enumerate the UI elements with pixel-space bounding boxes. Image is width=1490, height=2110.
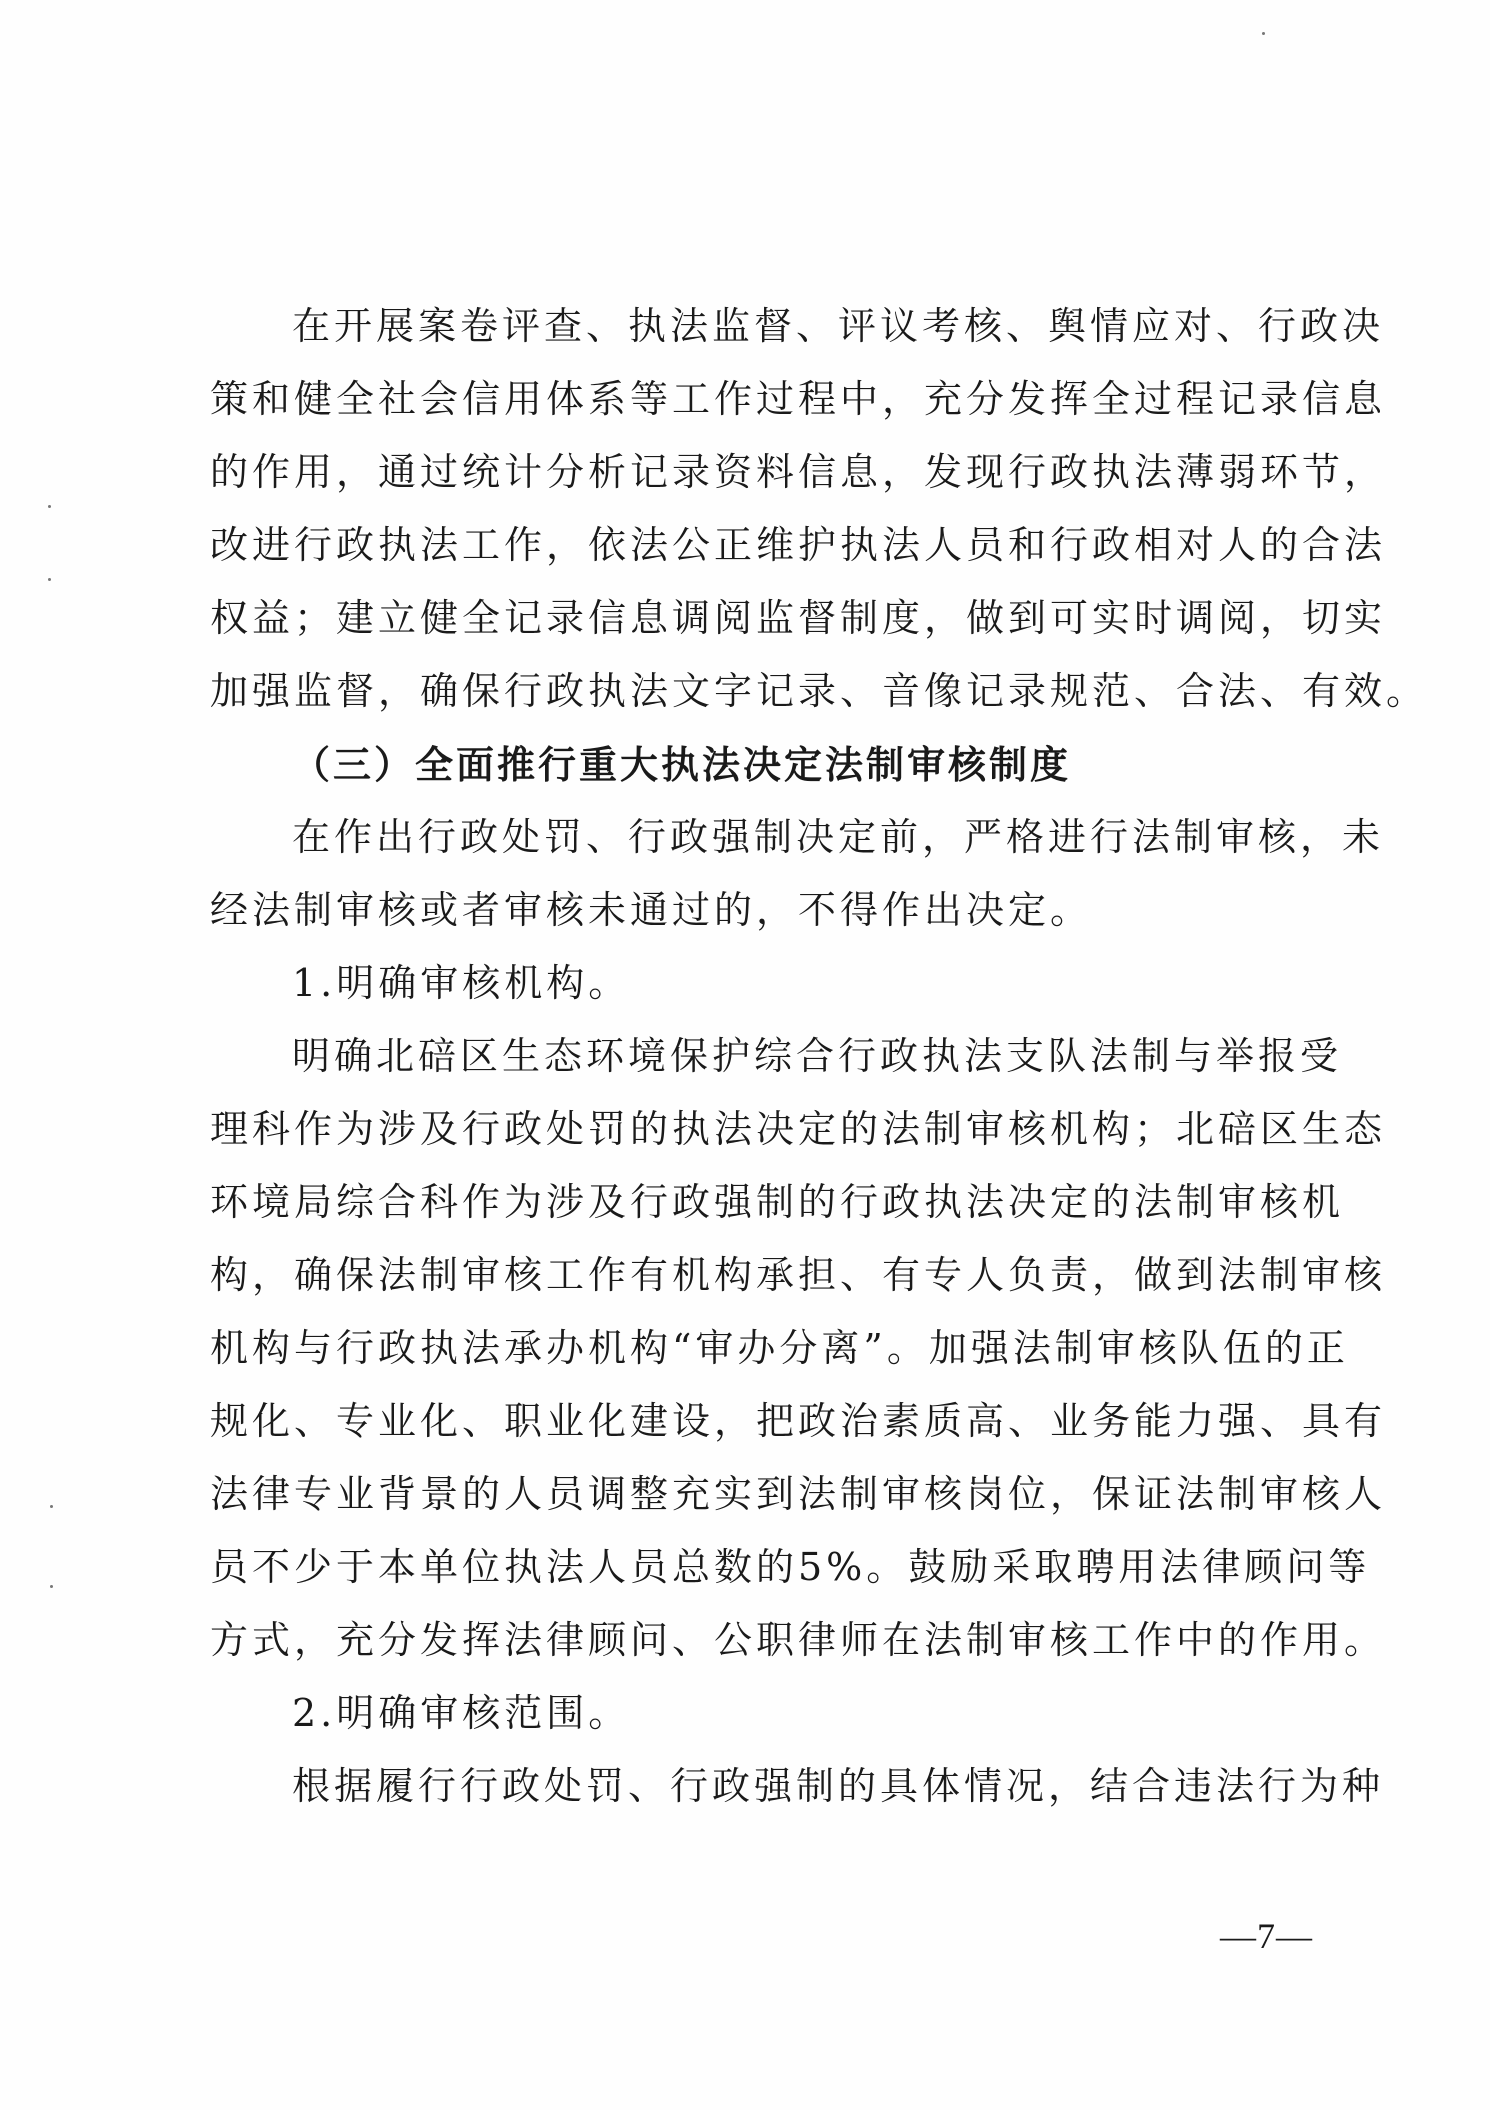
document-body xyxy=(210,290,1429,1823)
paragraph-line: 明确北碚区生态环境保护综合行政执法支队法制与举报受 xyxy=(292,1034,1343,1078)
subsection-heading: 2.明确审核范围。 xyxy=(292,1691,631,1735)
paragraph-line: 环境局综合科作为涉及行政强制的行政执法决定的法制审核机 xyxy=(210,1180,1345,1224)
paragraph-line: 经法制审核或者审核未通过的，不得作出决定。 xyxy=(210,888,1093,932)
paragraph-line: 规化、专业化、职业化建设，把政治素质高、业务能力强、具有 xyxy=(210,1399,1387,1443)
paragraph-line: 根据履行行政处罚、行政强制的具体情况，结合违法行为种 xyxy=(292,1764,1385,1808)
scan-speck xyxy=(50,1505,53,1508)
scan-speck xyxy=(1262,32,1265,35)
page-number: —7— xyxy=(1220,1916,1313,1956)
scan-speck xyxy=(48,578,51,581)
paragraph-line: 在开展案卷评查、执法监督、评议考核、舆情应对、行政决 xyxy=(292,304,1385,348)
paragraph-line: 的作用，通过统计分析记录资料信息，发现行政执法薄弱环节， xyxy=(210,450,1387,494)
scan-speck xyxy=(50,1585,53,1588)
paragraph-line: 法律专业背景的人员调整充实到法制审核岗位，保证法制审核人 xyxy=(210,1472,1387,1516)
paragraph-line: 机构与行政执法承办机构“审办分离”。加强法制审核队伍的正 xyxy=(210,1326,1349,1370)
paragraph-line: 构，确保法制审核工作有机构承担、有专人负责，做到法制审核 xyxy=(210,1253,1387,1297)
subsection-heading: 1.明确审核机构。 xyxy=(292,961,631,1005)
section-heading: （三）全面推行重大执法决定法制审核制度 xyxy=(292,742,1072,787)
paragraph-line: 加强监督，确保行政执法文字记录、音像记录规范、合法、有效。 xyxy=(210,669,1429,713)
scan-speck xyxy=(48,505,51,508)
paragraph-line: 方式，充分发挥法律顾问、公职律师在法制审核工作中的作用。 xyxy=(210,1618,1387,1662)
paragraph-line: 权益；建立健全记录信息调阅监督制度，做到可实时调阅，切实 xyxy=(210,596,1387,640)
paragraph-line: 策和健全社会信用体系等工作过程中，充分发挥全过程记录信息 xyxy=(210,377,1387,421)
paragraph-line: 在作出行政处罚、行政强制决定前，严格进行法制审核，未 xyxy=(292,815,1385,859)
paragraph-line: 员不少于本单位执法人员总数的5%。鼓励采取聘用法律顾问等 xyxy=(210,1545,1371,1589)
paragraph-line: 理科作为涉及行政处罚的执法决定的法制审核机构；北碚区生态 xyxy=(210,1107,1387,1151)
paragraph-line: 改进行政执法工作，依法公正维护执法人员和行政相对人的合法 xyxy=(210,523,1387,567)
